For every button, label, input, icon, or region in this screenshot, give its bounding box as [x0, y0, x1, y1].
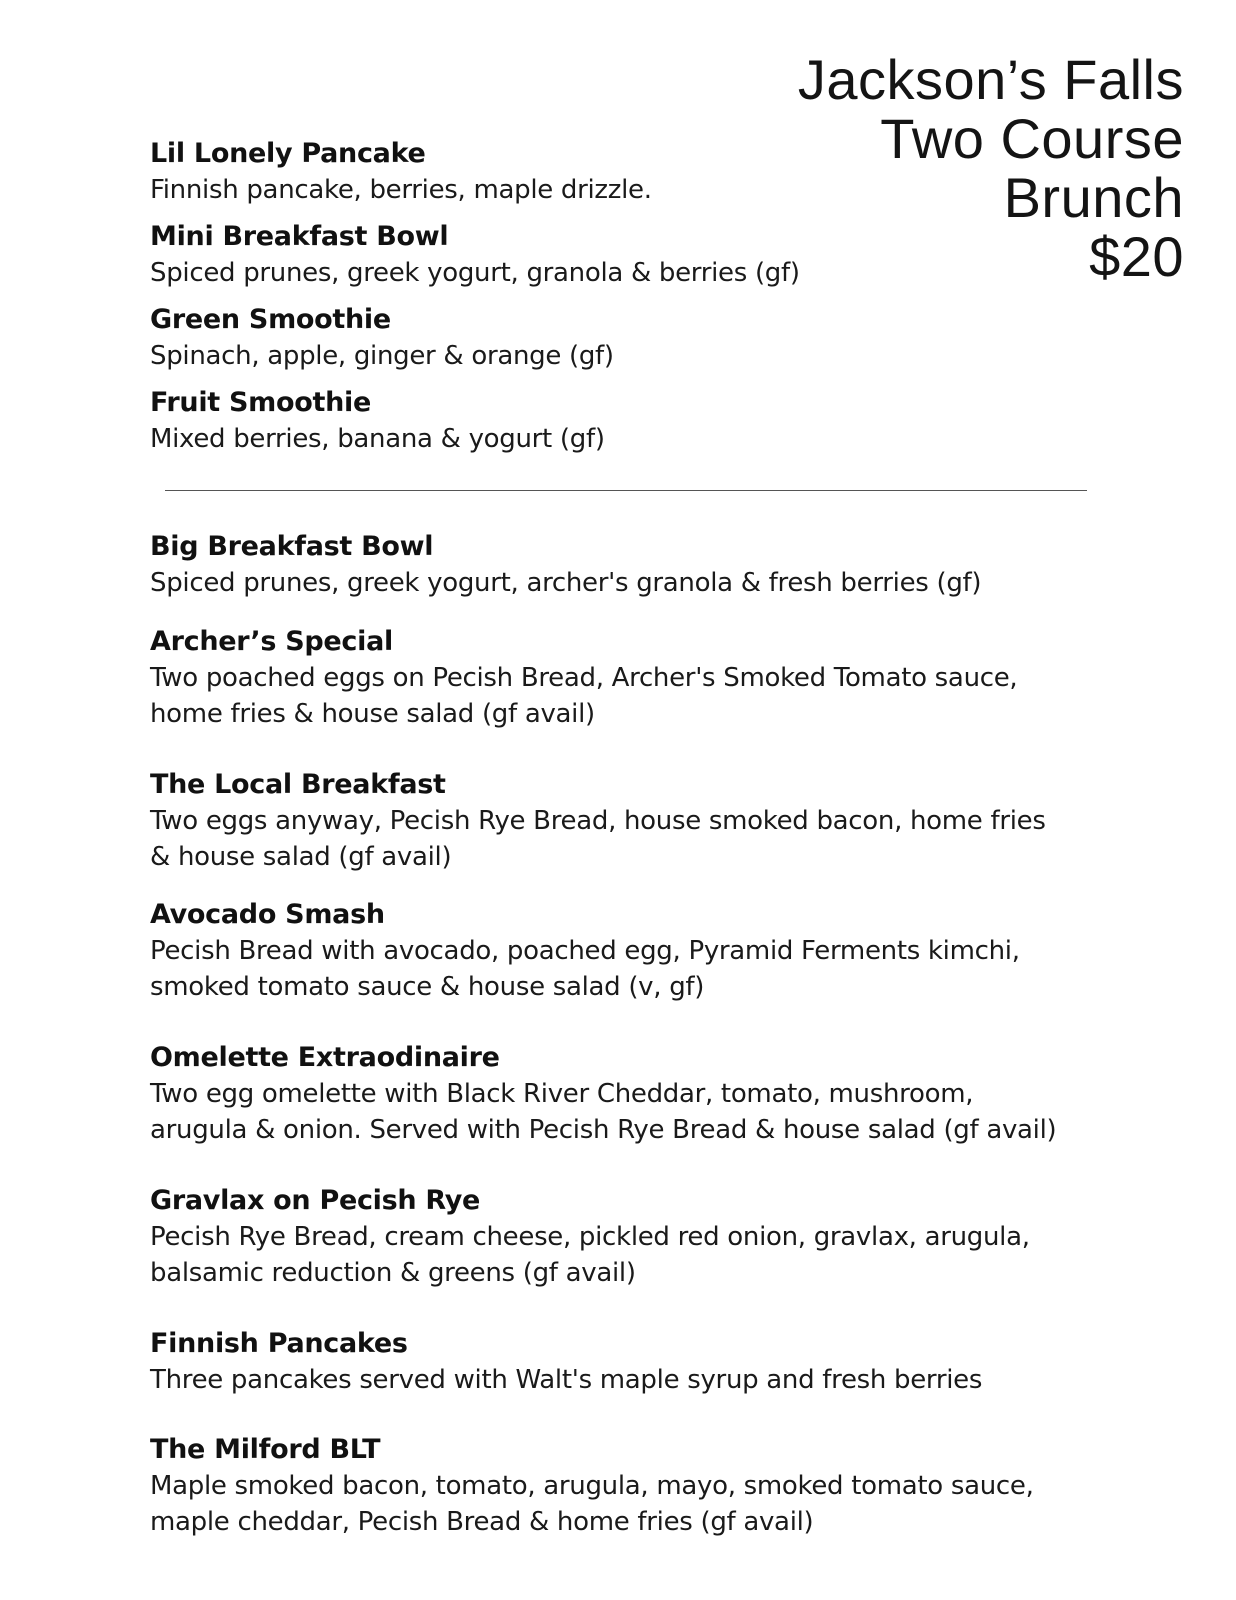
menu-item-name: Omelette Extraodinaire [150, 1042, 500, 1073]
menu-item-description: balsamic reduction & greens (gf avail) [150, 1258, 636, 1288]
menu-item-description: home fries & house salad (gf avail) [150, 699, 595, 729]
menu-item [150, 1326, 1110, 1398]
menu-item-description: Pecish Rye Bread, cream cheese, pickled red onion, gravlax, arugula, [150, 1222, 1030, 1252]
title-line-restaurant: Jackson’s Falls [797, 48, 1184, 111]
menu-item-description: arugula & onion. Served with Pecish Rye Bread & house salad (gf avail) [150, 1115, 1057, 1145]
course-divider [165, 490, 1087, 491]
menu-item-name: Lil Lonely Pancake [150, 138, 426, 169]
menu-item-description: Two egg omelette with Black River Cheddar, tomato, mushroom, [150, 1079, 974, 1109]
menu-item-name: Avocado Smash [150, 899, 385, 930]
menu-item-description: Finnish pancake, berries, maple drizzle. [150, 175, 652, 205]
menu-item-description: smoked tomato sauce & house salad (v, gf) [150, 972, 705, 1002]
menu-item [150, 529, 1110, 601]
menu-item-description: Pecish Bread with avocado, poached egg, Pyramid Ferments kimchi, [150, 936, 1020, 966]
menu-item [150, 767, 1110, 875]
menu-item-name: The Milford BLT [150, 1434, 381, 1465]
menu-item [150, 1183, 1110, 1291]
menu-item [150, 624, 1110, 732]
menu-item-name: Archer’s Special [150, 626, 393, 657]
menu-item-description: Spinach, apple, ginger & orange (gf) [150, 341, 614, 371]
menu-item [150, 219, 1110, 291]
menu-item [150, 136, 1110, 208]
title-line-course: Two Course [880, 107, 1184, 170]
menu-item [150, 1432, 1110, 1540]
menu-item-name: Big Breakfast Bowl [150, 531, 434, 562]
menu-item-name: Finnish Pancakes [150, 1328, 408, 1359]
menu-item-name: Fruit Smoothie [150, 387, 371, 418]
menu-item-description: Spiced prunes, greek yogurt, archer's granola & fresh berries (gf) [150, 568, 982, 598]
menu-item-name: The Local Breakfast [150, 769, 446, 800]
menu-item [150, 302, 1110, 374]
menu-item-description: Maple smoked bacon, tomato, arugula, mayo, smoked tomato sauce, [150, 1471, 1034, 1501]
menu-item [150, 897, 1110, 1005]
menu-item-description: Two eggs anyway, Pecish Rye Bread, house smoked bacon, home fries [150, 806, 1046, 836]
title-line-price: $20 [1089, 225, 1184, 288]
menu-item-description: maple cheddar, Pecish Bread & home fries (gf avail) [150, 1507, 814, 1537]
menu-item-name: Mini Breakfast Bowl [150, 221, 449, 252]
menu-item [150, 1040, 1110, 1148]
menu-item-name: Green Smoothie [150, 304, 391, 335]
menu-item-description: & house salad (gf avail) [150, 842, 452, 872]
menu-item-description: Spiced prunes, greek yogurt, granola & berries (gf) [150, 258, 800, 288]
menu-item-description: Two poached eggs on Pecish Bread, Archer's Smoked Tomato sauce, [150, 663, 1018, 693]
menu-item [150, 385, 1110, 457]
title-line-brunch: Brunch [1003, 166, 1184, 229]
menu-item-description: Mixed berries, banana & yogurt (gf) [150, 424, 605, 454]
menu-item-name: Gravlax on Pecish Rye [150, 1185, 481, 1216]
menu-item-description: Three pancakes served with Walt's maple syrup and fresh berries [150, 1365, 983, 1395]
